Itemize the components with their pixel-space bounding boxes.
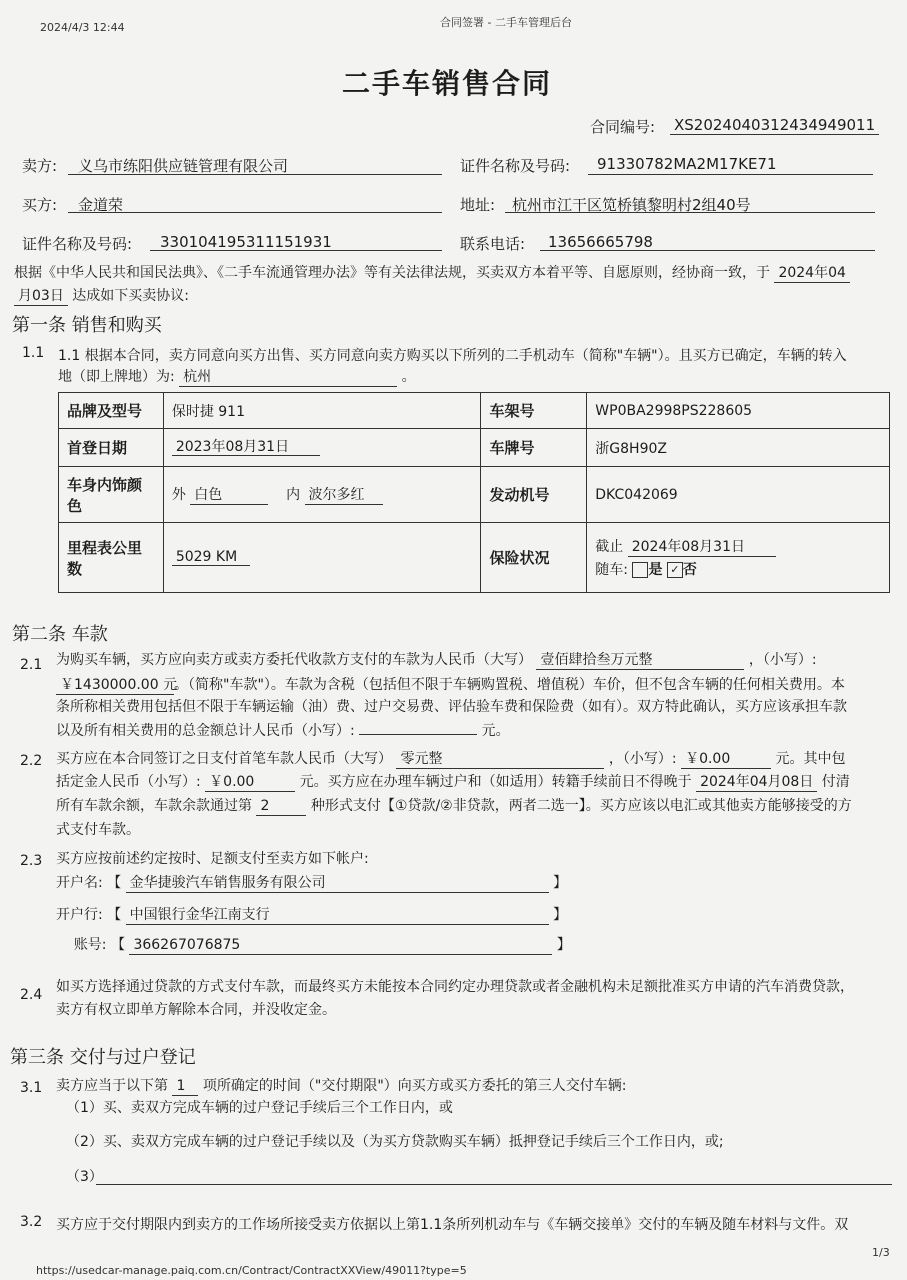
mileage-value: 5029 KM [172,549,250,567]
payment-method: 2 [256,798,306,816]
reg-date-label: 首登日期 [59,429,164,467]
clause-2-3-num: 2.3 [20,853,43,869]
exterior-color: 白色 [190,487,268,505]
clause-2-1-line3: 条所称相关费用包括但不限于车辆运输（油）费、过户交易费、评估验车费和保险费（如有）。双方特此确认，买方应该承担车款 [56,699,847,715]
print-page-number: 1/3 [872,1246,890,1259]
down-payment-words: 零元整 [396,751,604,769]
bracket-right: 】 [553,875,568,891]
buyer-address: 杭州市江干区笕桥镇黎明村2组40号 [512,196,751,214]
preamble-text2: 达成如下买卖协议: [72,288,189,304]
clause-2-2-line3 [56,795,852,816]
seller-id: 91330782MA2M17KE71 [597,155,777,173]
bracket-left: 【 [107,907,122,923]
clause-3-1-text-b: 项所确定的时间（"交付期限"）向买方或买方委托的第三人交付车辆: [202,1078,627,1094]
seller-id-label: 证件名称及号码: [460,157,571,175]
interior-color: 波尔多红 [305,487,383,505]
clause-2-1-text-e: 元。 [481,723,510,739]
insurance-follow-label: 随车: [595,561,628,578]
clause-2-4-num: 2.4 [20,987,43,1003]
clause-2-1-text-b: ，（小写）: [748,652,817,668]
clause-1-1-text: 1.1 根据本合同，卖方同意向买方出售、买方同意向卖方购买以下所列的二手机动车（简称"车辆"）。且买方已确定，车辆的转入 [58,348,847,364]
clause-2-2-text-a: 买方应在本合同签订之日支付首笔车款人民币（大写） [56,751,392,767]
preamble-date-b: 月03日 [14,288,68,306]
clause-2-1-text-d: 以及所有相关费用的总金额总计人民币（小写）: [56,723,355,739]
engine-value: DKC042069 [587,467,890,523]
vehicle-table [58,392,890,593]
buyer-id-label: 证件名称及号码: [22,235,133,253]
account-number-label: 账号: [73,937,107,953]
clause-2-2-line4: 式支付车款。 [56,822,140,838]
clause-2-4-line2: 卖方有权立即单方解除本合同，并没收定金。 [56,1002,336,1018]
bracket-left: 【 [107,875,122,891]
price-in-words: 壹佰肆拾叁万元整 [536,652,744,670]
clause-3-2-num: 3.2 [20,1214,43,1230]
clause-2-2-text-h: 种形式支付【①贷款/②非贷款，两者二选一】。买方应该以电汇或其他卖方能够接受的方 [310,798,852,814]
clause-2-2-line1 [56,748,846,769]
clause-2-1-text-c: 。（简称"车款"）。车款为含税（包括但不限于车辆购置税、增值税）车价，但不包含车辆的任何相关费用。本 [174,677,845,693]
account-number: 366267076875 [129,937,552,955]
print-page-title: 合同签署 - 二手车管理后台 [440,16,572,29]
section3-heading: 第三条 交付与过户登记 [10,1047,196,1068]
buyer-phone: 13656665798 [548,233,653,251]
section1-heading: 第一条 销售和购买 [12,315,162,336]
brand-value: 保时捷 911 [163,393,481,429]
account-bank: 中国银行金华江南支行 [126,907,549,925]
clause-2-2-text-d: 括定金人民币（小写）: [56,774,201,790]
account-bank-row [56,904,567,925]
balance-due-date: 2024年04月08日 [696,774,817,792]
clause-2-2-text-b: ，（小写）: [608,751,677,767]
clause-2-2-text-c: 元。其中包 [775,751,846,767]
delivery-option-2: （2）买、卖双方完成车辆的过户登记手续以及（为买方贷款购买车辆）抵押登记手续后三个工作日内，或; [66,1134,724,1150]
mileage-label: 里程表公里数 [59,523,164,593]
engine-label: 发动机号 [481,467,587,523]
clause-2-2-line2 [56,771,850,792]
bracket-right: 】 [556,937,571,953]
clause-2-2-text-e: 元。买方应在办理车辆过户和（如适用）转籍手续前日不得晚于 [299,774,692,790]
table-row [59,393,890,429]
buyer-id: 330104195311151931 [160,233,332,251]
print-url: https://usedcar-manage.paiq.com.cn/Contract/ContractXXView/49011?type=5 [36,1264,467,1277]
price-in-figures: ￥1430000.00 元 [56,677,174,695]
account-bank-label: 开户行: [56,907,103,923]
section2-heading: 第二条 车款 [12,624,108,645]
clause-3-1-line1 [56,1075,627,1096]
clause-3-1-num: 3.1 [20,1080,43,1096]
contract-number: XS20240403124349490​11 [670,116,879,135]
clause-1-1-text2: 地（即上牌地）为: [58,369,175,385]
clause-2-2-text-f: 付清 [821,774,850,790]
delivery-option: 1 [172,1078,198,1096]
table-row [59,523,890,593]
clause-2-4-line1: 如买方选择通过贷款的方式支付车款，而最终买方未能按本合同约定办理贷款或者金融机构未足额批准买方申请的汽车消费贷款， [56,979,854,995]
clause-2-1-line4 [56,718,510,740]
clause-2-2-num: 2.2 [20,753,43,769]
clause-1-1-num: 1.1 [22,345,45,361]
bracket-right: 】 [553,907,568,923]
color-label: 车身内饰颜色 [59,467,164,523]
phone-label: 联系电话: [460,235,526,253]
clause-2-1-line2 [56,674,845,695]
no-checkbox[interactable]: ✓ [667,562,683,578]
plate-label: 车牌号 [481,429,587,467]
clause-2-2-text-g: 所有车款余额，车款余款通过第 [56,798,252,814]
delivery-option-3: （3） [66,1169,103,1185]
yes-label: 是 [648,561,663,578]
vin-value: WP0BA2998PS228605 [587,393,890,429]
preamble-line1 [14,262,850,283]
account-name: 金华捷骏汽车销售服务有限公司 [126,875,549,893]
clause-1-1-line2 [58,366,416,387]
preamble-date-a: 2024年04 [774,265,849,283]
exterior-label: 外 [171,487,186,504]
clause-2-1-text-a: 为购买车辆，买方应向卖方或卖方委托代收款方支付的车款为人民币（大写） [56,652,532,668]
clause-3-2-line1: 买方应于交付期限内到卖方的工作场所接受卖方依据以上第1.1条所列机动车与《车辆交接单》交付的车辆及随车材料与文件。双 [56,1217,849,1233]
seller-name: 义乌市练阳供应链管理有限公司 [78,157,289,175]
total-amount-blank [359,718,477,735]
down-payment-figures: ￥0.00 [681,751,771,769]
brand-label: 品牌及型号 [59,393,164,429]
plate-value: 浙G8H90Z [587,429,890,467]
preamble-line2 [14,285,189,306]
clause-1-1-end: 。 [401,369,416,385]
address-label: 地址: [460,196,496,214]
contract-title: 二手车销售合同 [342,67,553,100]
bracket-left: 【 [110,937,125,953]
delivery-option-1: （1）买、卖双方完成车辆的过户登记手续后三个工作日内，或 [66,1100,453,1116]
buyer-label: 买方: [22,196,58,214]
account-number-row [56,934,571,955]
reg-date-value: 2023年08月31日 [172,439,320,457]
registration-city: 杭州 [179,369,397,387]
preamble-text1: 根据《中华人民共和国民法典》、《二手车流通管理办法》等有关法律法规，买卖双方本着平等、自愿原则，经协商一致，于 [14,265,770,281]
clause-2-1-line1 [56,649,817,670]
insurance-until: 2024年08月31日 [628,539,776,557]
contract-number-label: 合同编号: [590,118,656,136]
vin-label: 车架号 [481,393,587,429]
insurance-until-label: 截止 [595,539,624,556]
insurance-label: 保险状况 [481,523,587,593]
interior-label: 内 [286,487,301,504]
print-datetime: 2024/4/3 12:44 [40,21,125,34]
no-label: 否 [682,561,697,578]
account-name-row [56,872,567,893]
clause-2-3-line1: 买方应按前述约定按时、足额支付至卖方如下帐户: [56,851,369,867]
table-row [59,429,890,467]
account-name-label: 开户名: [56,875,103,891]
clause-3-1-text-a: 卖方应当于以下第 [56,1078,168,1094]
table-row [59,467,890,523]
buyer-name: 金道荣 [78,196,124,214]
deposit-amount: ￥0.00 [205,774,295,792]
seller-label: 卖方: [22,157,58,175]
clause-2-1-num: 2.1 [20,657,43,673]
yes-checkbox[interactable] [632,562,648,578]
